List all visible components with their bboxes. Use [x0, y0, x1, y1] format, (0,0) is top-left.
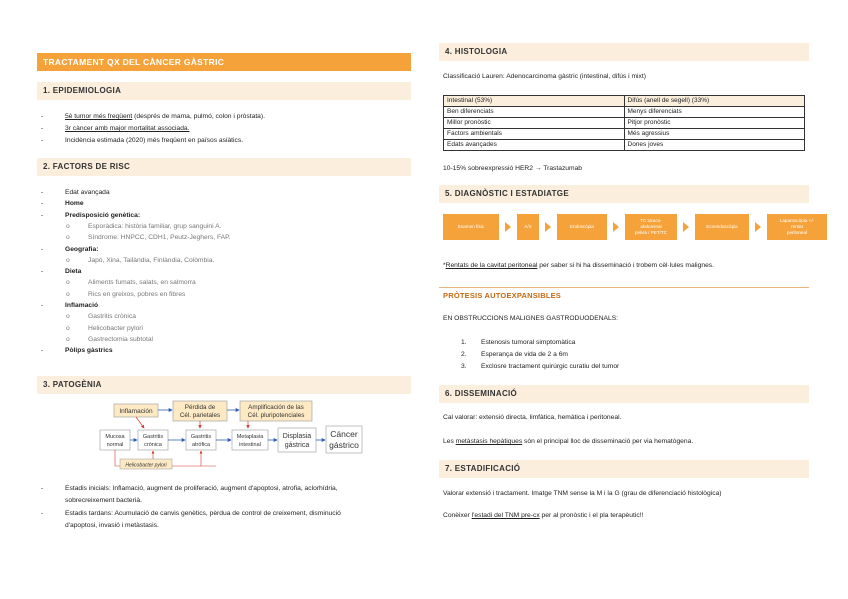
her2-line: 10-15% sobreexpressió HER2 → Trastazumab	[443, 165, 583, 172]
flow-step: Endoscòpia	[557, 214, 607, 240]
table-cell: Menys diferenciats	[624, 107, 805, 118]
histologia-table	[443, 95, 805, 151]
perdida-label-2: Cél. parietales	[179, 412, 221, 419]
flow-step: Examen físic	[443, 214, 499, 240]
flow-arrow-icon	[613, 222, 619, 232]
table-cell: Dones joves	[624, 140, 805, 151]
disseminacio-line-1: Cal valorar: extensió directa, limfàtica, hemàtica i peritoneal.	[443, 414, 622, 421]
flow-step: TC toraco- abdominal pelvià / PET/TC	[625, 214, 677, 240]
flow-step: A/S	[517, 214, 539, 240]
table-cell: Edats avançades	[444, 140, 625, 151]
svg-text:normal: normal	[106, 442, 124, 448]
table-cell: Difús (anell de segell) (33%)	[624, 96, 805, 107]
section-patogenia-heading: 3. PATOGÈNIA	[37, 376, 411, 394]
table-cell: Pitjor pronòstic	[624, 118, 805, 129]
svg-text:intestinal: intestinal	[239, 442, 261, 448]
svg-text:Mucosa: Mucosa	[105, 434, 125, 440]
arrow-icon: →	[534, 165, 542, 172]
section-epidemiologia-heading: 1. EPIDEMIOLOGIA	[37, 82, 411, 100]
diagnostic-note: *Rentats de la cavitat peritoneal per saber si hi ha disseminació i trobem cèl·lules malignes.	[443, 262, 714, 269]
section-estadificacio-heading: 7. ESTADIFICACIÓ	[439, 460, 809, 478]
section-disseminacio-heading: 6. DISSEMINACIÓ	[439, 385, 809, 403]
table-cell: Factors ambientals	[444, 129, 625, 140]
table-row	[444, 96, 805, 107]
amplificacion-label-2: Cél. pluripotenciales	[247, 412, 305, 419]
section-diagnostic-heading: 5. DIAGNÒSTIC I ESTADIATGE	[439, 185, 809, 203]
perdida-label-1: Pérdida de	[184, 404, 216, 411]
svg-text:Displasia: Displasia	[282, 433, 312, 440]
amplificacion-label-1: Amplificación de las	[248, 404, 304, 411]
estadificacio-line-1: Valorar extensió i tractament. Imatge TNM sense la M i la G (grau de diferenciació histològica)	[443, 490, 722, 497]
table-cell: Més agressius	[624, 129, 805, 140]
table-row	[444, 140, 805, 151]
flow-arrow-icon	[755, 222, 761, 232]
estadificacio-line-2: Conèixer l'estadi del TNM pre-cx per al pronòstic i el pla terapèutic!!	[443, 512, 644, 519]
svg-text:gástrico: gástrico	[329, 440, 359, 450]
histologia-intro: Classificació Lauren: Adenocarcinoma gàstric (intestinal, difús i mixt)	[443, 73, 646, 80]
document-title-banner: TRACTAMENT QX DEL CÀNCER GÀSTRIC	[37, 53, 411, 71]
table-row	[444, 129, 805, 140]
section-factors-heading: 2. FACTORS DE RISC	[37, 158, 411, 176]
flow-arrow-icon	[505, 222, 511, 232]
table-cell: Ben diferenciats	[444, 107, 625, 118]
section-histologia-heading: 4. HISTOLOGIA	[439, 43, 809, 61]
svg-text:Gastritis: Gastritis	[142, 434, 164, 440]
pathogenesis-diagram	[98, 398, 364, 472]
inflamacion-label: Inflamación	[119, 408, 153, 415]
flow-step: Laparoscòpia +/- rentat peritoneal	[767, 214, 827, 240]
table-cell: Intestinal (53%)	[444, 96, 625, 107]
svg-text:Metaplasia: Metaplasia	[236, 434, 264, 440]
section-protesis-heading: PRÒTESIS AUTOEXPANSIBLES	[439, 287, 809, 303]
table-row	[444, 118, 805, 129]
svg-text:gástrica: gástrica	[284, 442, 310, 449]
helicobacter-label: Helicobacter pylori	[125, 462, 167, 469]
table-cell: Millor pronòstic	[444, 118, 625, 129]
flow-step: Ecoendoscòpia	[695, 214, 749, 240]
flow-arrow-icon	[683, 222, 689, 232]
protesis-subtitle: EN OBSTRUCCIONS MALIGNES GASTRODUODENALS:	[443, 315, 619, 322]
svg-text:crónica: crónica	[144, 442, 162, 448]
svg-text:Cáncer: Cáncer	[330, 429, 358, 439]
flow-arrow-icon	[545, 222, 551, 232]
svg-text:Gastritis: Gastritis	[190, 434, 212, 440]
disseminacio-line-2: Les metàstasis hepàtiques són el principal lloc de disseminació per via hematògena.	[443, 438, 694, 445]
svg-text:atrófica: atrófica	[191, 442, 211, 448]
table-row	[444, 107, 805, 118]
